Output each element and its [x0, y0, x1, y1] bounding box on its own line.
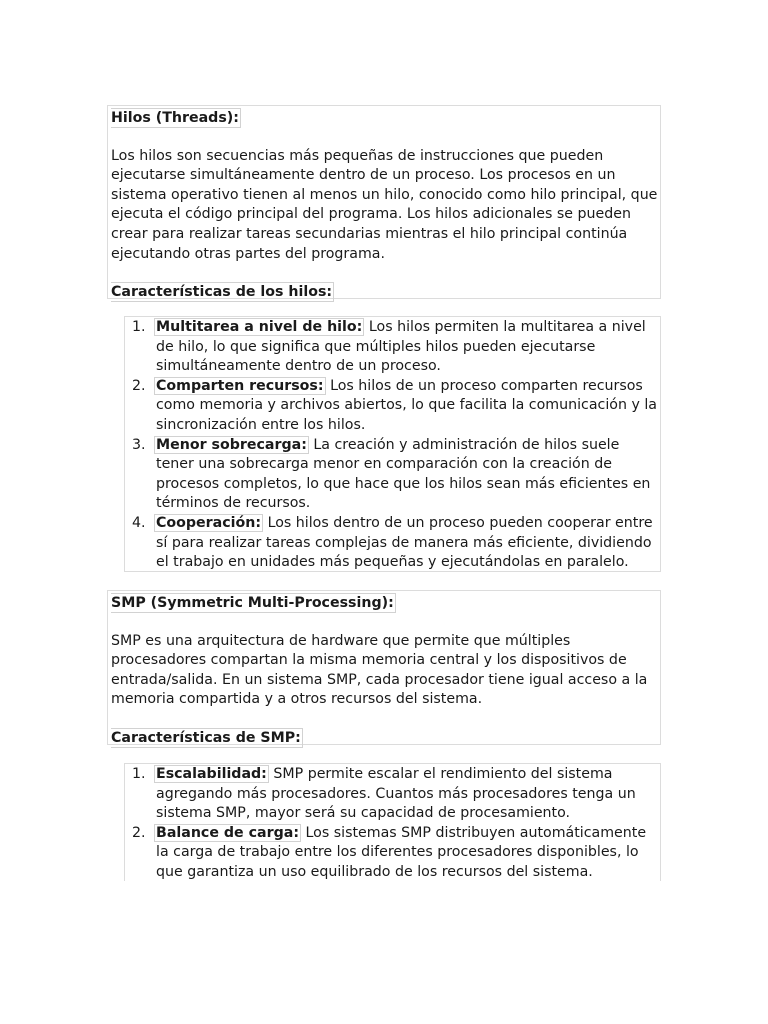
list-item-term: Comparten recursos: — [156, 377, 324, 394]
smp-heading: SMP (Symmetric Multi-Processing): — [111, 595, 394, 611]
threads-features-list-box — [124, 316, 661, 572]
list-item-text: Los sistemas SMP distribuyen automáticamente la carga de trabajo entre los diferentes procesadores disponibles, lo que garantiza un uso equilibrado de los recursos del sistema. — [156, 824, 647, 880]
smp-features-heading: Características de SMP: — [111, 729, 301, 746]
list-item-text: Los hilos dentro de un proceso pueden cooperar entre sí para realizar tareas complejas de manera más eficiente, dividiendo el trabajo en unidades más pequeñas y ejecutándolas en paralelo. — [156, 514, 653, 571]
list-item: 4. Cooperación: Los hilos dentro de un proceso pueden cooperar entre sí para realizar tareas complejas de manera más eficiente, dividiendo el trabajo en unidades más pequeñas y ejecutándolas en paralelo. — [132, 514, 653, 571]
list-item-term: Cooperación: — [156, 514, 262, 531]
smp-features-list — [125, 765, 660, 881]
threads-features-list — [125, 318, 660, 573]
list-item: 2. Comparten recursos: Los hilos de un proceso comparten recursos como memoria y archivos abiertos, lo que facilita la comunicación y la sincronización entre los hilos. — [132, 377, 657, 433]
list-item-term: Escalabilidad: — [156, 766, 267, 782]
threads-intro-paragraph: Los hilos son secuencias más pequeñas de instrucciones que pueden ejecutarse simultáneamente dentro de un proceso. Los procesos en un sistema operativo tienen al menos un hilo, conocido como hilo principal, que ejecuta el código principal del programa. Los hilos adicionales se pueden crear para realizar tareas secundarias mientras el hilo principal continúa ejecutando otras partes del programa. — [111, 147, 658, 262]
list-item: 1. Multitarea a nivel de hilo: Los hilos permiten la multitarea a nivel de hilo, lo que significa que múltiples hilos pueden ejecutarse simultáneamente dentro de un proceso. — [132, 319, 646, 375]
list-item: 1. Escalabilidad: SMP permite escalar el rendimiento del sistema agregando más procesadores. Cuantos más procesadores tenga un sistema SMP, mayor será su capacidad de procesamiento. — [132, 766, 636, 822]
list-item-term: Multitarea a nivel de hilo: — [156, 319, 363, 335]
list-item-text: La creación y administración de hilos suele tener una sobrecarga menor en comparación con la creación de procesos completos, lo que hace que los hilos sean más eficientes en términos de recursos. — [156, 436, 651, 512]
list-item-term: Menor sobrecarga: — [156, 436, 307, 453]
list-item: 3. Menor sobrecarga: La creación y administración de hilos suele tener una sobrecarga menor en comparación con la creación de procesos completos, lo que hace que los hilos sean más eficientes en términos de recursos. — [132, 436, 651, 512]
list-item-text: SMP permite escalar el rendimiento del sistema agregando más procesadores. Cuantos más procesadores tenga un sistema SMP, mayor será su capacidad de procesamiento. — [156, 766, 636, 822]
list-item-term: Balance de carga: — [156, 824, 299, 841]
threads-intro-box — [107, 105, 661, 299]
list-item-text: Los hilos permiten la multitarea a nivel de hilo, lo que significa que múltiples hilos pueden ejecutarse simultáneamente dentro de un proceso. — [156, 319, 646, 375]
smp-features-list-box — [124, 763, 661, 881]
threads-heading: Hilos (Threads): — [111, 110, 239, 126]
list-item: 2. Balance de carga: Los sistemas SMP distribuyen automáticamente la carga de trabajo entre los diferentes procesadores disponibles, lo que garantiza un uso equilibrado de los recursos del sistema. — [132, 824, 647, 880]
smp-intro-box — [107, 590, 661, 745]
list-item-text: Los hilos de un proceso comparten recursos como memoria y archivos abiertos, lo que facilita la comunicación y la sincronización entre los hilos. — [156, 377, 657, 433]
threads-features-heading: Características de los hilos: — [111, 284, 333, 301]
smp-intro-paragraph: SMP es una arquitectura de hardware que permite que múltiples procesadores compartan la misma memoria central y los dispositivos de entrada/salida. En un sistema SMP, cada procesador tiene igual acceso a la memoria compartida y a otros recursos del sistema. — [111, 632, 648, 708]
